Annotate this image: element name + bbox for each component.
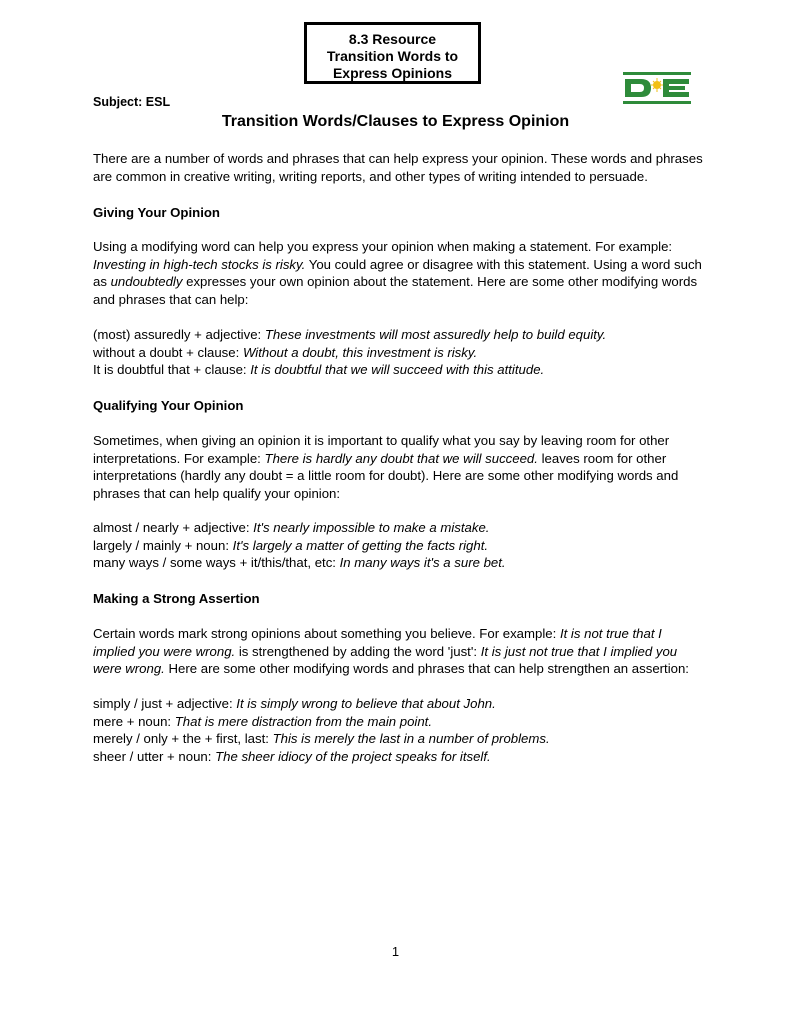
- example-label: almost / nearly + adjective:: [93, 520, 254, 535]
- example-sentence: It is simply wrong to believe that about John.: [236, 696, 496, 711]
- list-item: [93, 695, 703, 713]
- qualifying-example-statement: There is hardly any doubt that we will succeed.: [264, 450, 538, 466]
- strong-line-1-start: Certain words mark strong opinions about something you believe. For example:: [93, 626, 560, 641]
- example-sentence: That is mere distraction from the main point.: [174, 713, 433, 729]
- list-item: [93, 554, 703, 572]
- example-sentence: These investments will most assuredly help to build equity.: [264, 327, 607, 342]
- qualifying-line-1: Sometimes, when giving an opinion it is important to qualify what you say by leaving room for other: [93, 433, 670, 448]
- qualifying-heading: Qualifying Your Opinion: [93, 398, 244, 413]
- giving-line-2: [93, 256, 703, 274]
- strong-examples-list: [93, 695, 703, 765]
- example-sentence: This is merely the last in a number of problems.: [272, 731, 550, 746]
- intro-paragraph: [93, 150, 703, 185]
- example-label: mere + noun:: [93, 713, 175, 729]
- example-label: largely / mainly + noun:: [93, 537, 233, 553]
- qualifying-examples-list: [93, 519, 703, 572]
- example-label: merely / only + the + first, last:: [93, 731, 273, 746]
- strong-paragraph: [93, 625, 703, 678]
- giving-line-3-rest: expresses your own opinion about the statement. Here are some other modifying words: [182, 274, 698, 289]
- giving-heading: Giving Your Opinion: [93, 205, 220, 220]
- strong-line-2-mid: is strengthened by adding the word 'just':: [235, 643, 481, 659]
- giving-line-1: Using a modifying word can help you express your opinion when making a statement. For example:: [93, 239, 673, 254]
- example-label: many ways / some ways + it/this/that, etc:: [93, 555, 340, 570]
- strong-line-2: [93, 643, 703, 661]
- strong-example-part-4: were wrong.: [93, 661, 165, 676]
- subject-label: Subject: ESL: [93, 95, 171, 109]
- intro-line-1: There are a number of words and phrases that can help express your opinion. These words and phrases: [93, 151, 703, 166]
- giving-examples-list: [93, 326, 703, 379]
- example-sentence: The sheer idiocy of the project speaks for itself.: [215, 748, 491, 764]
- strong-line-3: [93, 660, 703, 678]
- resource-title-line-1: 8.3 Resource: [348, 31, 437, 47]
- list-item: [93, 361, 703, 379]
- strong-example-part-1: It is not true that I: [559, 626, 662, 641]
- example-label: It is doubtful that + clause:: [93, 362, 251, 377]
- strong-line-1: [93, 625, 703, 643]
- example-label: without a doubt + clause:: [93, 344, 243, 360]
- list-item: [93, 519, 703, 537]
- list-item: [93, 344, 703, 362]
- strong-example-part-2: implied you were wrong.: [93, 643, 236, 659]
- list-item: [93, 730, 703, 748]
- list-item: [93, 326, 703, 344]
- giving-paragraph: [93, 238, 703, 308]
- giving-line-3: [93, 273, 703, 291]
- qualifying-paragraph: [93, 432, 703, 502]
- strong-example-part-3: It is just not true that I implied you: [480, 643, 678, 659]
- giving-line-4: and phrases that can help:: [93, 291, 249, 307]
- list-item: [93, 748, 703, 766]
- giving-example-statement: Investing in high-tech stocks is risky.: [93, 256, 306, 272]
- example-sentence: It is doubtful that we will succeed with this attitude.: [250, 362, 545, 377]
- qualifying-line-3: interpretations (hardly any doubt = a little room for doubt). Here are some other modifying words and: [93, 468, 679, 483]
- example-sentence: It's largely a matter of getting the facts right.: [232, 537, 489, 553]
- example-label: simply / just + adjective:: [93, 696, 237, 711]
- page-title: Transition Words/Clauses to Express Opinion: [221, 113, 570, 130]
- qualifying-line-4: phrases that can help qualify your opinion:: [93, 485, 341, 501]
- strong-line-3-rest: Here are some other modifying words and phrases that can help strengthen an assertion:: [164, 661, 689, 676]
- resource-title-box: [304, 22, 481, 84]
- page-number: 1: [391, 944, 400, 959]
- example-label: sheer / utter + noun:: [93, 748, 216, 764]
- example-sentence: Without a doubt, this investment is risky.: [242, 344, 478, 360]
- intro-line-2: are common in creative writing, writing reports, and other types of writing intended to persuade.: [93, 168, 648, 184]
- giving-keyword: undoubtedly: [110, 274, 183, 289]
- giving-line-2-rest: You could agree or disagree with this statement. Using a word such: [305, 256, 702, 272]
- giving-line-3-start: as: [93, 274, 111, 289]
- list-item: [93, 713, 703, 731]
- qualifying-line-2-start: interpretations. For example:: [93, 450, 265, 466]
- resource-title-line-2: Transition Words to: [326, 48, 459, 64]
- example-label: (most) assuredly + adjective:: [93, 327, 265, 342]
- strong-heading: Making a Strong Assertion: [93, 591, 260, 606]
- list-item: [93, 537, 703, 555]
- example-sentence: In many ways it's a sure bet.: [339, 555, 506, 570]
- qualifying-line-2: [93, 450, 703, 468]
- example-sentence: It's nearly impossible to make a mistake.: [253, 520, 490, 535]
- qualifying-line-2-rest: leaves room for other: [537, 450, 667, 466]
- resource-title-line-3: Express Opinions: [332, 65, 453, 81]
